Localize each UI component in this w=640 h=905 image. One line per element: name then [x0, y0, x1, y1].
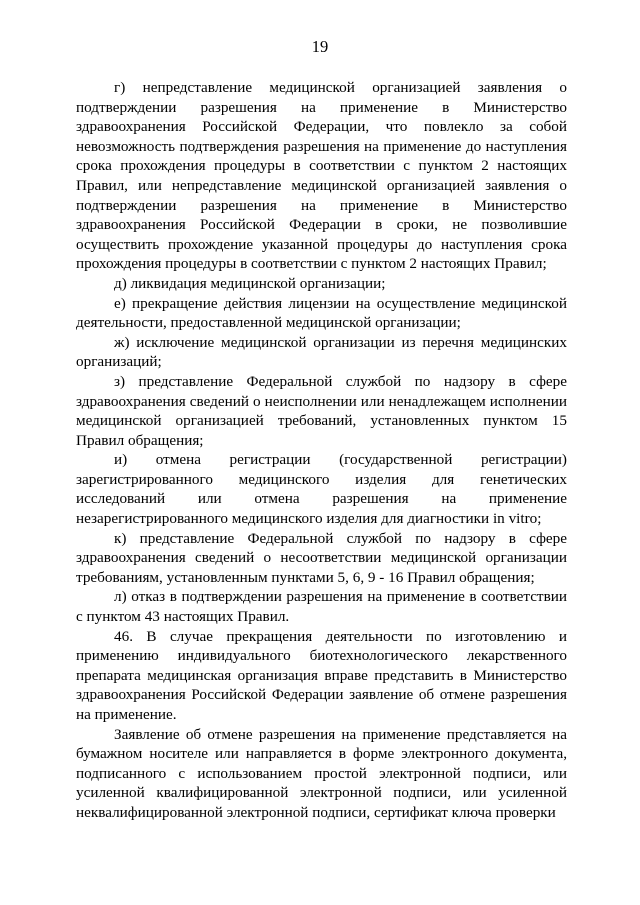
paragraph-item-i: и) отмена регистрации (государственной регистрации) зарегистрированного медицинского изделия для генетических исследований или отмена разрешения на применение незарегистрированного медицинского изделия для диагностики in vitro; — [76, 451, 567, 528]
paragraph-application-cancellation: Заявление об отмене разрешения на применение представляется на бумажном носителе или направляется в форме электронного документа, подписанного с использованием простой электронной подписи, или усиленной квалифицированной электронной подписи, или усиленной неквалифицированной электронной подписи, сертификат ключа проверки — [76, 725, 567, 821]
document-body — [76, 78, 567, 823]
paragraph-item-d: д) ликвидация медицинской организации; — [114, 274, 386, 292]
paragraph-item-k: к) представление Федеральной службой по надзору в сфере здравоохранения сведений о несоответствии медицинской организации требованиям, установленным пунктами 5, 6, 9 - 16 Правил обращения; — [76, 529, 567, 586]
paragraph-item-z: з) представление Федеральной службой по надзору в сфере здравоохранения сведений о неисполнении или ненадлежащем исполнении медицинской организацией требований, установленных пунктом 15 Правил обращения; — [76, 372, 567, 449]
paragraph-item-g: г) непредставление медицинской организацией заявления о подтверждении разрешения на применение в Министерство здравоохранения Российской Федерации, что повлекло за собой невозможность подтверждения разрешения на применение до наступления срока прохождения процедуры в соответствии с пунктом 2 настоящих Правил, или непредставление медицинской организацией заявления о подтверждении разрешения на применение в Министерство здравоохранения Российской Федерации в сроки, не позволившие осуществить прохождение указанной процедуры до наступления срока прохождения процедуры в соответствии с пунктом 2 настоящих Правил; — [76, 79, 567, 273]
paragraph-item-zh: ж) исключение медицинской организации из перечня медицинских организаций; — [76, 333, 567, 371]
page-number: 19 — [311, 37, 329, 56]
paragraph-item-e: е) прекращение действия лицензии на осуществление медицинской деятельности, предоставленной медицинской организации; — [76, 294, 567, 332]
paragraph-item-l: л) отказ в подтверждении разрешения на применение в соответствии с пунктом 43 настоящих Правил. — [76, 588, 567, 626]
paragraph-clause-46: 46. В случае прекращения деятельности по изготовлению и применению индивидуального биотехнологического лекарственного препарата медицинская организация вправе представить в Министерство здравоохранения Российской Федерации заявление об отмене разрешения на применение. — [76, 627, 567, 723]
